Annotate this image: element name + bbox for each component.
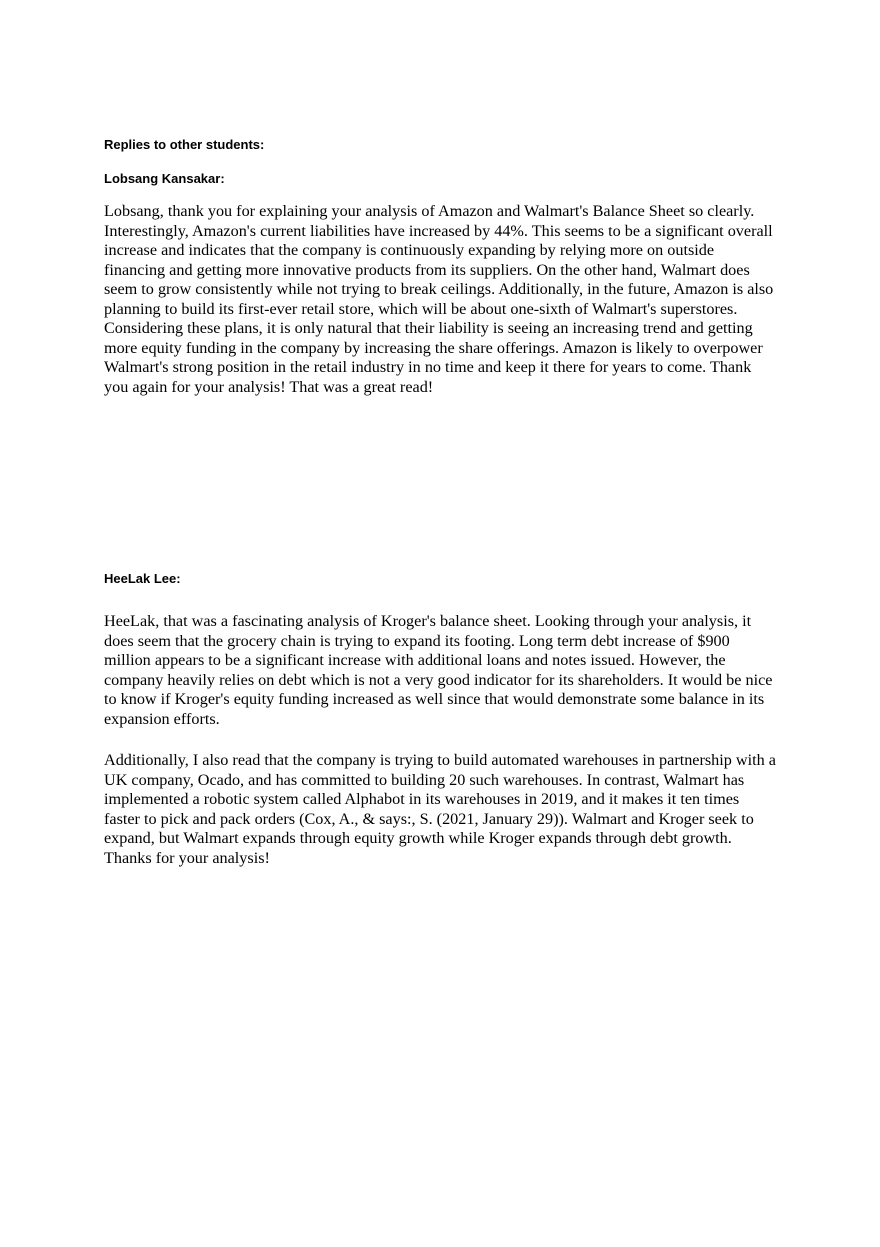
reply-author-name: HeeLak Lee: [104,571,181,586]
reply-paragraph: Additionally, I also read that the company is trying to build automated warehouses in partnership with a UK company, Ocado, and has committed to building 20 such warehouses. In contrast, Walmart has implemented a robotic system called Alphabot in its warehouses in 2019, and it makes it ten times faster to pick and pack orders (Cox, A., & says:, S. (2021, January 29)). Walmart and Kroger seek to expand, but Walmart expands through equity growth while Kroger expands through debt growth. Thanks for your analysis! [104,751,776,867]
reply-paragraph: HeeLak, that was a fascinating analysis of Kroger's balance sheet. Looking through your analysis, it does seem that the grocery chain is trying to expand its footing. Long term debt increase of $900 million appears to be a significant increase with additional loans and notes issued. However, the company heavily relies on debt which is not a very good indicator for its shareholders. It would be nice to know if Kroger's equity funding increased as well since that would demonstrate some balance in its expansion efforts. [104,612,773,728]
section-title: Replies to other students: [104,137,265,152]
reply-paragraph: Lobsang, thank you for explaining your analysis of Amazon and Walmart's Balance Sheet so clearly. Interestingly, Amazon's current liabilities have increased by 44%. This seems to be a significant overall increase and indicates that the company is continuously expanding by relying more on outside financing and getting more innovative products from its suppliers. On the other hand, Walmart does seem to grow consistently while not trying to break ceilings. Additionally, in the future, Amazon is also planning to build its first-ever retail store, which will be about one-sixth of Walmart's superstores. Considering these plans, it is only natural that their liability is seeing an increasing trend and getting more equity funding in the company by increasing the share offerings. Amazon is likely to overpower Walmart's strong position in the retail industry in no time and keep it there for years to come. Thank you again for your analysis! That was a great read! [104,202,774,396]
reply-author-name: Lobsang Kansakar: [104,171,225,186]
